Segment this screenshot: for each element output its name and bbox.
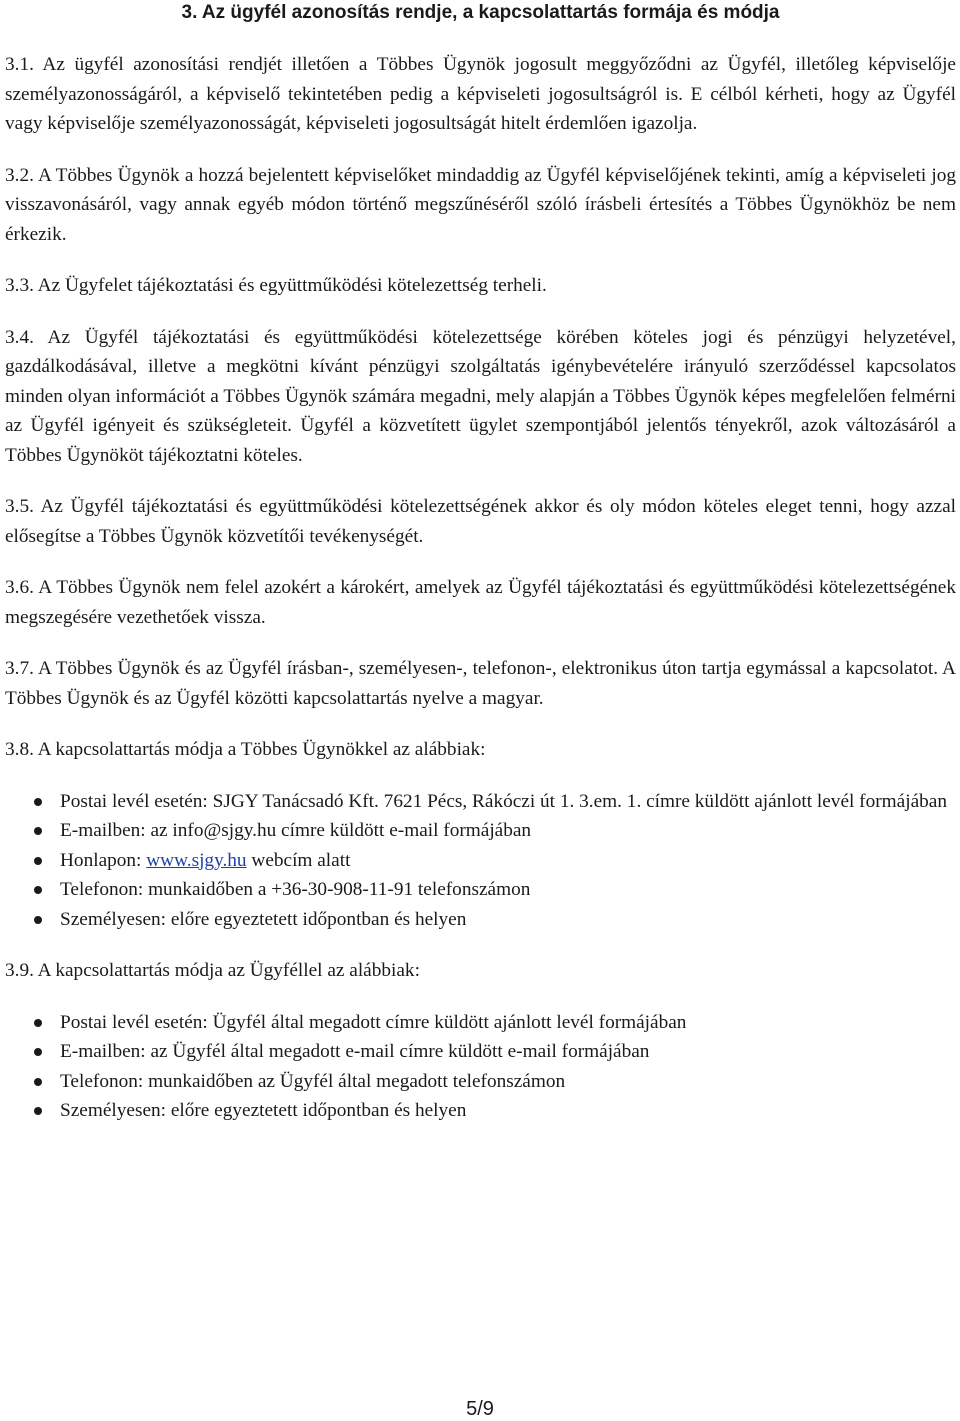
bullet-icon bbox=[34, 857, 42, 865]
paragraph-3-7: 3.7. A Többes Ügynök és az Ügyfél írásban-, személyesen-, telefonon-, elektronikus úton tartja egymással a kapcsolatot. A Többes Ügynök és az Ügyfél közötti kapcsolattartás nyelve a magyar. bbox=[5, 658, 956, 709]
paragraph-3-2: 3.2. A Többes Ügynök a hozzá bejelentett képviselőket mindaddig az Ügyfél képviselőjének tekinti, amíg a képviseleti jog visszavonásáról, vagy annak egyéb módon történő megszűnéséről szóló írásbeli értesítés a Többes Ügynökhöz be nem érkezik. bbox=[5, 164, 956, 245]
list-item bbox=[5, 1037, 956, 1067]
list-item bbox=[5, 787, 956, 817]
contact-web-prefix: Honlapon: bbox=[60, 849, 147, 871]
bullet-icon bbox=[34, 1019, 42, 1027]
contact-personal: Személyesen: előre egyeztetett időpontban és helyen bbox=[60, 908, 467, 930]
list-item bbox=[5, 1008, 956, 1038]
agent-contact-list bbox=[5, 787, 956, 935]
contact-postal: Postai levél esetén: SJGY Tanácsadó Kft. 7621 Pécs, Rákóczi út 1. 3.em. 1. címre küldött ajánlott levél formájában bbox=[60, 790, 947, 812]
bullet-icon bbox=[34, 1107, 42, 1115]
paragraph-3-9: 3.9. A kapcsolattartás módja az Ügyféllel az alábbiak: bbox=[5, 960, 420, 981]
bullet-icon bbox=[34, 827, 42, 835]
bullet-icon bbox=[34, 1078, 42, 1086]
client-contact-postal: Postai levél esetén: Ügyfél által megadott címre küldött ajánlott levél formájában bbox=[60, 1011, 687, 1033]
bullet-icon bbox=[34, 798, 42, 806]
client-contact-phone: Telefonon: munkaidőben az Ügyfél által megadott telefonszámon bbox=[60, 1070, 566, 1092]
contact-email: E-mailben: az info@sjgy.hu címre küldött e-mail formájában bbox=[60, 820, 532, 841]
client-contact-list bbox=[5, 1008, 956, 1126]
bullet-icon bbox=[34, 1048, 42, 1056]
list-item bbox=[5, 1096, 956, 1126]
paragraph-3-1: 3.1. Az ügyfél azonosítási rendjét illetően a Többes Ügynök jogosult meggyőződni az Ügyfél, illetőleg képviselője személyazonosságáról, a képviselő tekintetében pedig a képviseleti jogosultságról is. E célból kérheti, hogy az Ügyfél vagy képviselője személyazonosságát, képviseleti jogosultságát hitelt érdemlően igazolja. bbox=[5, 54, 956, 134]
page-number: 5/9 bbox=[466, 1398, 494, 1420]
list-item bbox=[5, 846, 956, 876]
list-item bbox=[5, 875, 956, 905]
contact-web-suffix: webcím alatt bbox=[246, 849, 351, 871]
list-item bbox=[5, 905, 956, 935]
paragraph-3-3: 3.3. Az Ügyfelet tájékoztatási és együttműködési kötelezettség terheli. bbox=[5, 275, 547, 296]
paragraph-3-5: 3.5. Az Ügyfél tájékoztatási és együttműködési kötelezettségének akkor és oly módon köteles eleget tenni, hogy azzal elősegítse a Többes Ügynök közvetítői tevékenységét. bbox=[5, 496, 956, 547]
section-heading: 3. Az ügyfél azonosítás rendje, a kapcsolattartás formája és módja bbox=[181, 2, 780, 23]
website-link[interactable]: www.sjgy.hu bbox=[146, 849, 247, 871]
paragraph-3-6: 3.6. A Többes Ügynök nem felel azokért a károkért, amelyek az Ügyfél tájékoztatási és együttműködési kötelezettségének megszegésére vezethetőek vissza. bbox=[5, 577, 956, 628]
client-contact-email: E-mailben: az Ügyfél által megadott e-mail címre küldött e-mail formájában bbox=[60, 1041, 650, 1062]
list-item bbox=[5, 816, 956, 846]
bullet-icon bbox=[34, 916, 42, 924]
paragraph-3-8: 3.8. A kapcsolattartás módja a Többes Ügynökkel az alábbiak: bbox=[5, 739, 486, 760]
bullet-icon bbox=[34, 886, 42, 894]
paragraph-3-4: 3.4. Az Ügyfél tájékoztatási és együttműködési kötelezettsége körében köteles jogi és pénzügyi helyzetével, gazdálkodásával, illetve a megkötni kívánt pénzügyi szolgáltatás igénybevételére irányuló szerződéssel kapcsolatos minden olyan információt a Többes Ügynök számára megadni, mely alapján a Többes Ügynök képes megfelelően felmérni az Ügyfél igényeit és szükségleteit. Ügyfél a közvetített ügylet szempontjából jelentős tényekről, azok változásáról a Többes Ügynököt tájékoztatni köteles. bbox=[5, 326, 956, 466]
contact-phone: Telefonon: munkaidőben a +36-30-908-11-91 telefonszámon bbox=[60, 879, 531, 900]
document-page bbox=[5, 0, 956, 1148]
list-item bbox=[5, 1067, 956, 1097]
client-contact-personal: Személyesen: előre egyeztetett időpontban és helyen bbox=[60, 1100, 467, 1121]
